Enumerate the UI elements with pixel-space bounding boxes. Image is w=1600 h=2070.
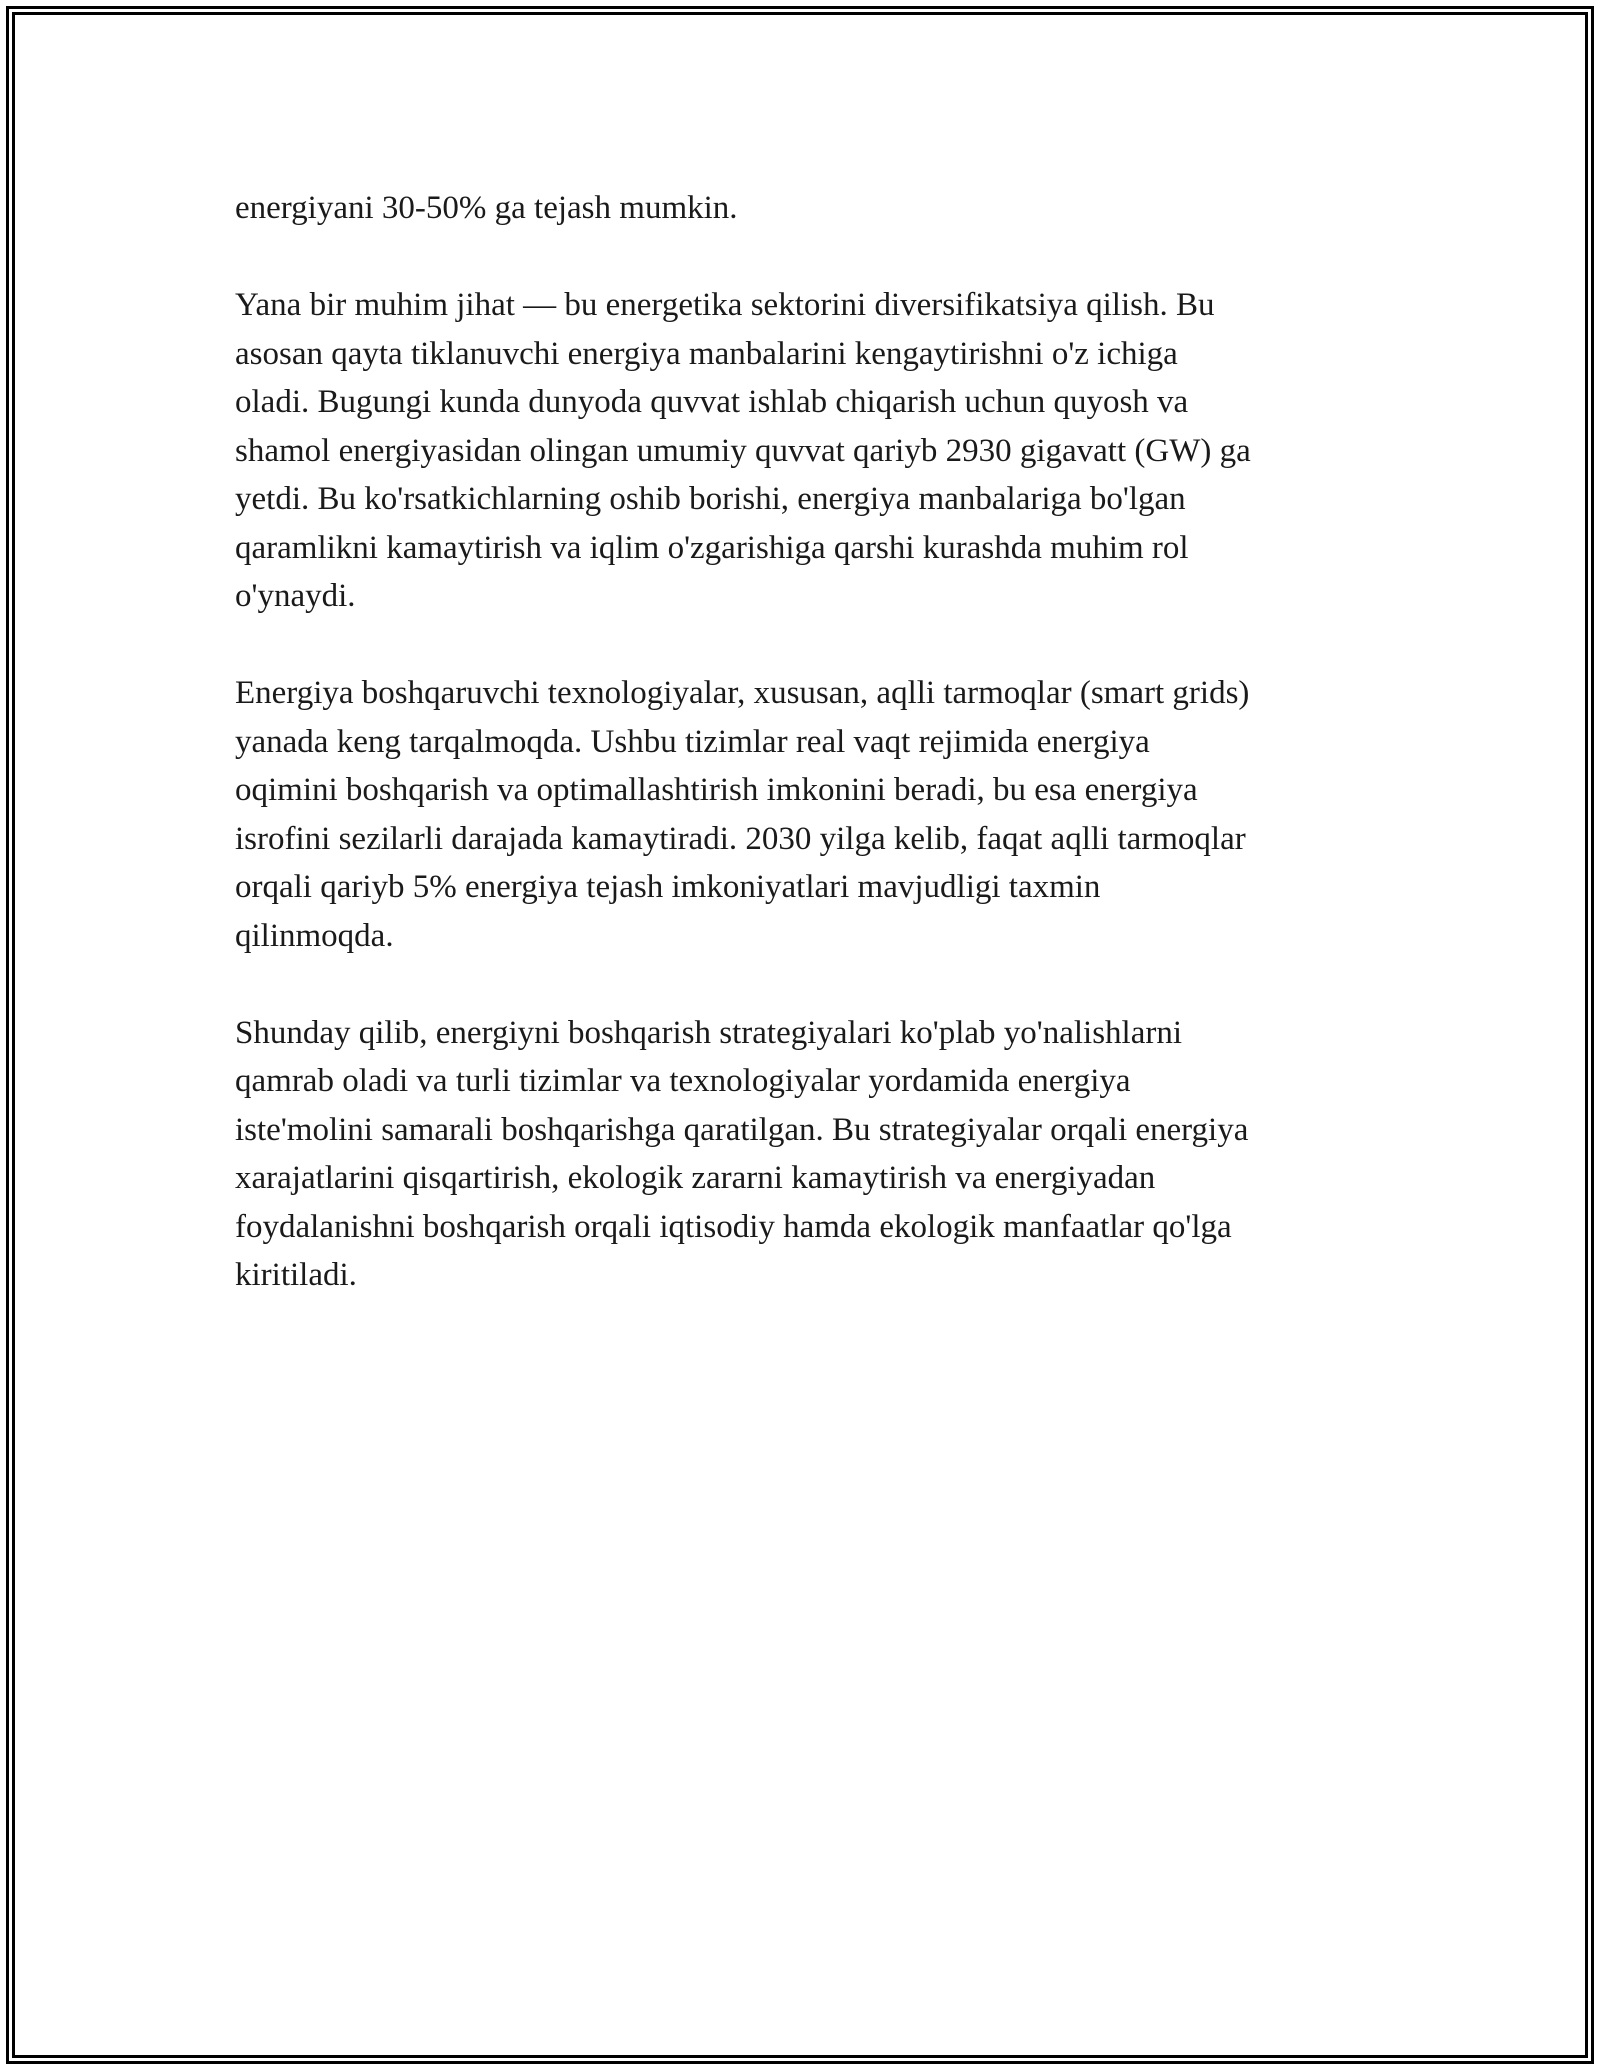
paragraph-2: Yana bir muhim jihat — bu energetika sektorini diversifikatsiya qilish. Bu asosan qayta tiklanuvchi energiya manbalarini kengaytirishni o'z ichiga oladi. Bugungi kunda dunyoda quvvat ishlab chiqarish uchun quyosh va shamol energiyasidan olingan umumiy quvvat qariyb 2930 gigavatt (GW) ga yetdi. Bu ko'rsatkichlarning oshib borishi, energiya manbalariga bo'lgan qaramlikni kamaytirish va iqlim o'zgarishiga qarshi kurashda muhim rol o'ynaydi. [235,287,1251,614]
paragraph-4: Shunday qilib, energiyni boshqarish strategiyalari ko'plab yo'nalishlarni qamrab oladi va turli tizimlar va texnologiyalar yordamida energiya iste'molini samarali boshqarishga qaratilgan. Bu strategiyalar orqali energiya xarajatlarini qisqartirish, ekologik zararni kamaytirish va energiyadan foydalanishni boshqarish orqali iqtisodiy hamda ekologik manfaatlar qo'lga kiritiladi. [235,1014,1249,1293]
paragraph-3: Energiya boshqaruvchi texnologiyalar, xususan, aqlli tarmoqlar (smart grids) yanada keng tarqalmoqda. Ushbu tizimlar real vaqt rejimida energiya oqimini boshqarish va optimallashtirish imkonini beradi, bu esa energiya isrofini sezilarli darajada kamaytiradi. 2030 yilga kelib, faqat aqlli tarmoqlar orqali qariyb 5% energiya tejash imkoniyatlari mavjudligi taxmin qilinmoqda. [235,675,1250,954]
paragraph-1: energiyani 30-50% ga tejash mumkin. [235,190,738,226]
document-body [235,184,1380,1348]
